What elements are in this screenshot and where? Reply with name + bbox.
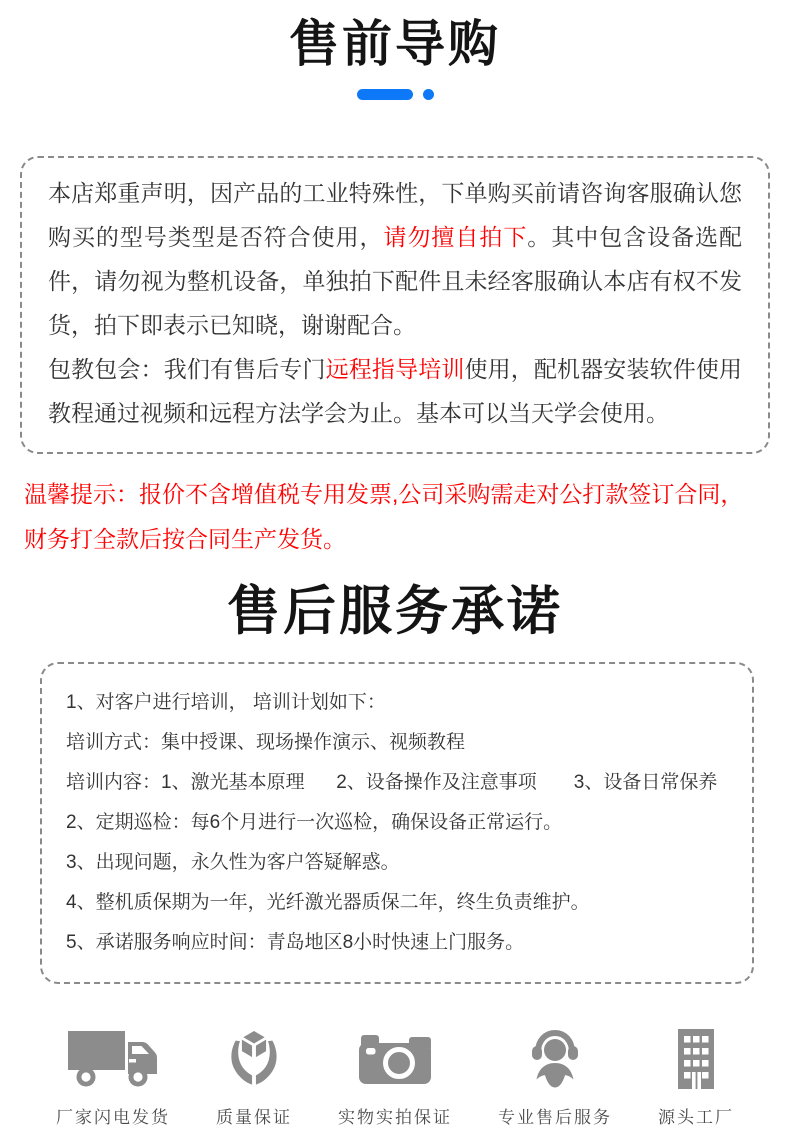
feature-row	[0, 1028, 790, 1128]
aftersale-line-2: 培训方式：集中授课、现场操作演示、视频教程	[66, 732, 466, 753]
presale-para1-part3: 。其中包含设备选配件，请勿视为整机设备，单独拍下配件且未经客服确认本店有权不发货，拍下即表示已知晓，谢谢配合。	[48, 224, 743, 338]
aftersale-promise-box	[40, 662, 754, 984]
presale-para2-highlight: 远程指导培训	[325, 356, 465, 382]
presale-para1-warning: 请勿擅自拍下	[383, 224, 528, 250]
divider-bar	[357, 89, 413, 100]
aftersale-line-4: 2、定期巡检：每6个月进行一次巡检，确保设备正常运行。	[66, 812, 563, 833]
presale-title: 售前导购	[289, 16, 501, 72]
aftersale-line-7: 5、承诺服务响应时间：青岛地区8小时快速上门服务。	[66, 932, 525, 953]
presale-notice-box	[20, 156, 770, 454]
presale-para2-part3: 使用，配机器安装软件使用教程通过视频和远程方法学会为止。基本可以当天学会使用。	[48, 356, 743, 426]
factory-icon	[673, 1028, 719, 1090]
feature-label: 源头工厂	[658, 1108, 734, 1127]
headset-icon	[527, 1028, 583, 1090]
title-divider	[0, 89, 790, 100]
aftersale-line-5: 3、出现问题，永久性为客户答疑解惑。	[66, 852, 400, 873]
warm-tip-text: 温馨提示：报价不含增值税专用发票,公司采购需走对公打款签订合同，财务打全款后按合同生产发货。	[24, 481, 744, 552]
feature-aftersale-service	[498, 1028, 612, 1128]
feature-fast-shipping	[56, 1028, 170, 1128]
feature-factory	[658, 1028, 734, 1128]
aftersale-line-3: 培训内容：1、激光基本原理 2、设备操作及注意事项 3、设备日常保养	[66, 772, 718, 793]
aftersale-title: 售后服务承诺	[227, 582, 563, 641]
presale-para2-part1: 包教包会：我们有售后专门	[48, 356, 326, 382]
feature-label: 实物实拍保证	[338, 1108, 452, 1127]
feature-real-photo	[338, 1028, 452, 1128]
presale-para1-part1: 本店郑重声明，因产品的工业特殊性，下单购买前请咨询客服确认您购买的型号类型是否符合使用，	[48, 180, 742, 250]
aftersale-line-6: 4、整机质保期为一年，光纤激光器质保二年，终生负责维护。	[66, 892, 590, 913]
quality-icon	[225, 1028, 283, 1090]
feature-label: 专业售后服务	[498, 1108, 612, 1127]
presale-paragraph-1	[48, 171, 742, 347]
feature-quality	[216, 1028, 292, 1128]
feature-label: 厂家闪电发货	[56, 1108, 170, 1127]
feature-label: 质量保证	[216, 1108, 292, 1127]
truck-icon	[67, 1028, 159, 1090]
divider-dot	[423, 89, 434, 100]
camera-icon	[358, 1028, 432, 1090]
presale-paragraph-2	[48, 347, 742, 435]
aftersale-line-1: 1、对客户进行培训， 培训计划如下：	[66, 692, 386, 713]
